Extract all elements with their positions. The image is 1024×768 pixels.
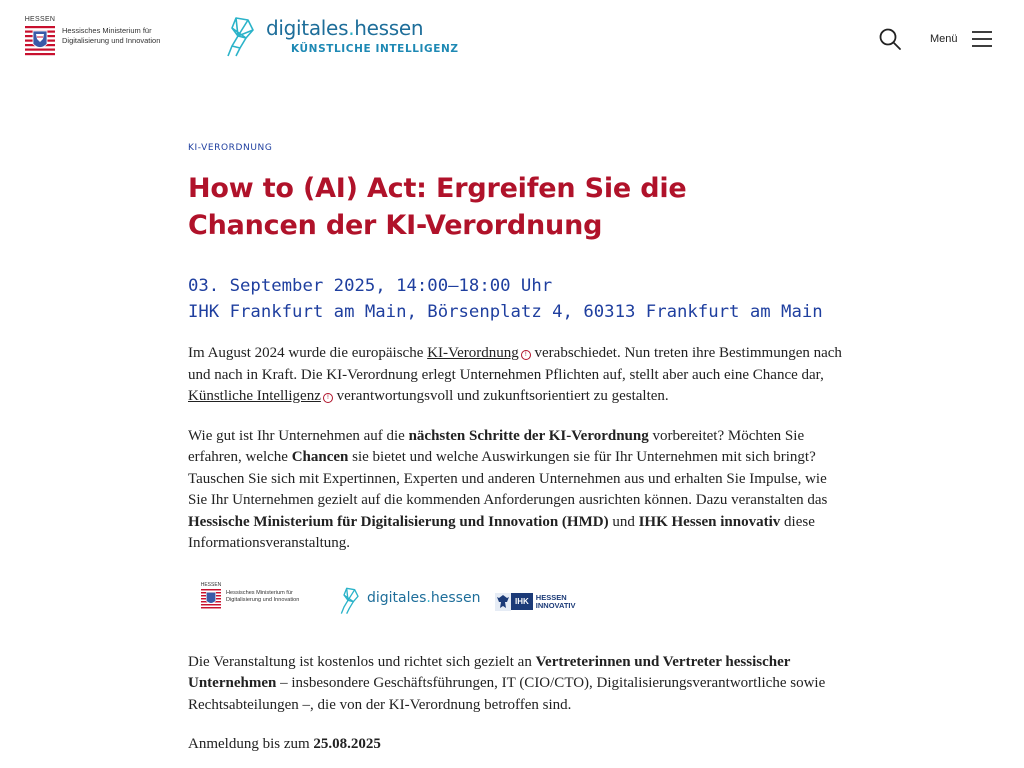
brand-second: hessen (354, 16, 424, 40)
crystal-figure-icon (340, 586, 360, 616)
event-location: IHK Frankfurt am Main, Börsenplatz 4, 60313 Frankfurt am Main (188, 302, 823, 322)
ihk-tagline (536, 594, 576, 610)
site-header (0, 0, 1024, 80)
brand-text (266, 16, 459, 55)
small-ministry-line-2: Digitalisierung und Innovation (226, 596, 300, 603)
small-brand-main: digitales (367, 589, 427, 606)
brand-title (266, 16, 459, 40)
intro-paragraph (188, 343, 848, 408)
p2-text-a: Wie gut ist Ihr Unternehmen auf die (188, 427, 409, 444)
event-date: 03. September 2025, 14:00–18:00 Uhr (188, 276, 553, 296)
kuenstliche-intelligenz-link[interactable]: Künstliche Intelligenz (188, 388, 321, 404)
p2-bold-3: Hessische Ministerium für Digitalisierung und Innovation (HMD) (188, 513, 609, 530)
p2-text-e: diese Informationsveranstaltung. (188, 513, 815, 551)
partner-logo-ihk (495, 593, 576, 611)
event-info (188, 273, 848, 325)
search-icon (878, 27, 902, 51)
partner-logos (188, 582, 848, 622)
p2-text-b: vorbereitet? Möchten Sie erfahren, welche (188, 427, 805, 465)
menu-button[interactable] (930, 27, 992, 51)
p3-text-b: – insbesondere Geschäftsführungen, IT (CIO/CTO), Digitalisierungsverantwortliche sowie Rechtsabteilungen –, die von der KI-Verordnung betroffen sind. (188, 675, 826, 713)
brand-dot: . (348, 16, 355, 40)
ihk-line-2: INNOVATIV (535, 600, 576, 610)
crystal-figure-icon (226, 16, 256, 58)
p1-text-a: Im August 2024 wurde die europäische (188, 345, 428, 361)
partner-logo-digitales-hessen (340, 586, 480, 616)
ministry-line-2: Digitalisierung und Innovation (62, 35, 161, 45)
p3-bold-1: Vertreterinnen und Vertreter hessischer Unternehmen (188, 653, 791, 691)
p4-text-a: Anmeldung bis zum (188, 736, 314, 752)
hessen-lion-crest-icon (25, 25, 55, 57)
body-paragraph (188, 426, 848, 555)
registration-deadline: 25.08.2025 (313, 736, 381, 752)
p2-text-d: und (608, 513, 639, 530)
small-crest (200, 582, 222, 610)
ministry-line-1: Hessisches Ministerium für (62, 26, 152, 35)
p2-bold-4: IHK Hessen innovativ (638, 513, 781, 530)
hessen-crest (24, 16, 56, 57)
menu-label: Menü (930, 33, 958, 45)
p1-text-b: verabschiedet. Nun treten ihre Bestimmungen nach und nach in Kraft. Die KI-Verordnung erlegt Unternehmen Pflichten auf, stellt aber auch eine Chance dar, (188, 345, 842, 383)
ki-verordnung-link[interactable]: KI-Verordnung (427, 345, 519, 361)
p2-bold-2: Chancen (291, 449, 349, 465)
small-hessen-label: HESSEN (200, 581, 222, 588)
small-ministry-name (226, 590, 336, 604)
hessen-lion-crest-icon (201, 588, 221, 610)
title-line-1: How to (AI) Act: Ergreifen Sie die (188, 173, 687, 204)
external-link-icon: ! (323, 393, 333, 403)
partner-logo-hmd (200, 582, 336, 610)
article-category[interactable]: KI-VERORDNUNG (188, 143, 273, 153)
small-ministry-line-1: Hessisches Ministerium für (226, 589, 293, 596)
search-button[interactable] (878, 27, 902, 51)
p2-bold-1: nächsten Schritte der KI-Verordnung (408, 427, 649, 444)
ihk-line-1: HESSEN (535, 592, 567, 602)
brand-subtitle: KÜNSTLICHE INTELLIGENZ (291, 43, 459, 55)
hessen-ministry-logo[interactable] (24, 16, 182, 57)
audience-paragraph (188, 652, 848, 717)
external-link-icon: ! (521, 350, 531, 360)
p2-text-c: sie bietet und welche Auswirkungen sie für Ihr Unternehmen mit sich bringt? Tauschen Sie sich mit Expertinnen, Experten und anderen Unternehmen aus und erhalten Sie Impulse, wie Sie Ihr Unternehmen gezielt auf die kommenden Anforderungen ausrichten können. Dazu veranstalten das (188, 449, 828, 508)
small-brand-second: hessen (430, 589, 481, 606)
p3-text-a: Die Veranstaltung ist kostenlos und richtet sich gezielt an (188, 653, 536, 670)
p1-text-c: verantwortungsvoll und zukunftsorientiert zu gestalten. (332, 388, 669, 404)
ihk-eagle-icon (495, 593, 511, 611)
ihk-box: IHK (511, 593, 533, 610)
small-brand-title (367, 590, 480, 606)
registration-paragraph (188, 734, 848, 756)
ministry-name (62, 26, 182, 45)
digitales-hessen-logo[interactable] (226, 16, 459, 58)
hamburger-icon (972, 31, 992, 47)
small-brand-dot: . (426, 589, 431, 606)
article (188, 140, 848, 756)
brand-main: digitales (266, 16, 349, 40)
hessen-label: HESSEN (24, 16, 56, 23)
article-title (188, 170, 848, 244)
title-line-2: Chancen der KI-Verordnung (188, 210, 603, 241)
